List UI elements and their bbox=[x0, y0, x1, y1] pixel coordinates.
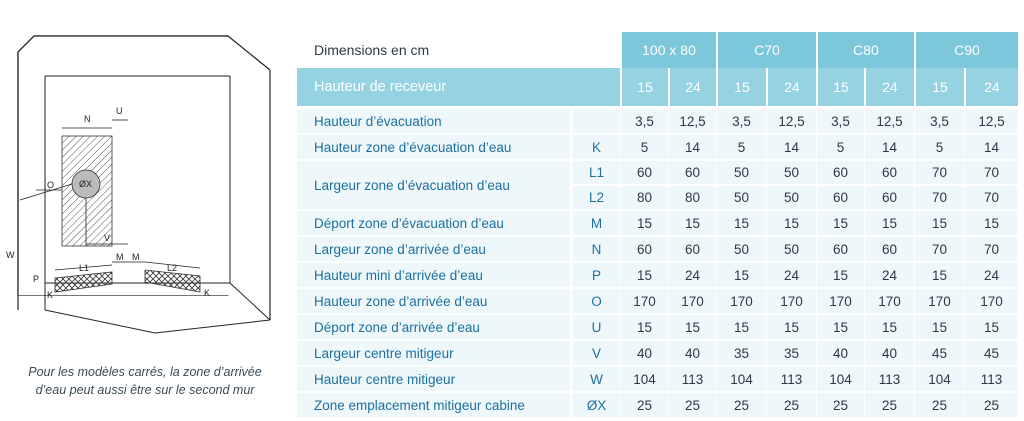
row-value: 15 bbox=[914, 315, 964, 341]
receiver-height-row bbox=[297, 68, 1018, 109]
row-value: 170 bbox=[864, 289, 914, 315]
row-value: 60 bbox=[864, 237, 914, 263]
row-value: 15 bbox=[716, 315, 766, 341]
table-row bbox=[297, 393, 1018, 419]
row-value: 25 bbox=[766, 393, 816, 419]
row-value: 70 bbox=[964, 186, 1018, 211]
row-value: 40 bbox=[864, 341, 914, 367]
table-row bbox=[297, 109, 1018, 135]
row-value: 104 bbox=[716, 367, 766, 393]
row-value: 60 bbox=[816, 237, 864, 263]
table-row bbox=[297, 367, 1018, 393]
row-value: 113 bbox=[964, 367, 1018, 393]
row-code: K bbox=[572, 135, 620, 161]
row-label: Déport zone d’arrivée d’eau bbox=[297, 315, 572, 341]
row-value: 60 bbox=[668, 161, 716, 186]
caption-line-2: d’eau peut aussi être sur le second mur bbox=[35, 383, 255, 397]
row-value: 50 bbox=[716, 161, 766, 186]
row-value: 3,5 bbox=[914, 109, 964, 135]
row-label: Hauteur d’évacuation bbox=[297, 109, 572, 135]
row-value: 45 bbox=[964, 341, 1018, 367]
receiver-height-label: Hauteur de receveur bbox=[297, 68, 620, 109]
diagram-caption bbox=[0, 363, 290, 399]
row-value: 5 bbox=[716, 135, 766, 161]
row-value: 104 bbox=[816, 367, 864, 393]
table-row bbox=[297, 237, 1018, 263]
row-value: 14 bbox=[766, 135, 816, 161]
label-m1: M bbox=[116, 252, 124, 262]
row-value: 5 bbox=[914, 135, 964, 161]
row-value: 113 bbox=[864, 367, 914, 393]
row-value: 45 bbox=[914, 341, 964, 367]
table-row bbox=[297, 211, 1018, 237]
table-header-row bbox=[297, 32, 1018, 68]
row-value: 60 bbox=[864, 161, 914, 186]
row-value: 25 bbox=[864, 393, 914, 419]
row-value: 24 bbox=[766, 263, 816, 289]
row-value: 70 bbox=[964, 237, 1018, 263]
row-value: 70 bbox=[964, 161, 1018, 186]
row-label: Hauteur zone d’arrivée d’eau bbox=[297, 289, 572, 315]
row-value: 25 bbox=[620, 393, 668, 419]
table-row bbox=[297, 315, 1018, 341]
row-value: 104 bbox=[914, 367, 964, 393]
row-value: 50 bbox=[716, 186, 766, 211]
table-row bbox=[297, 161, 1018, 186]
row-value: 70 bbox=[914, 237, 964, 263]
receiver-height-value: 24 bbox=[766, 68, 816, 109]
table-row bbox=[297, 289, 1018, 315]
row-code: L1 bbox=[572, 161, 620, 186]
row-value: 24 bbox=[964, 263, 1018, 289]
row-value: 5 bbox=[620, 135, 668, 161]
table-row bbox=[297, 341, 1018, 367]
label-u: U bbox=[116, 106, 123, 116]
row-value: 5 bbox=[816, 135, 864, 161]
row-value: 70 bbox=[914, 186, 964, 211]
row-value: 15 bbox=[620, 315, 668, 341]
row-label: Hauteur centre mitigeur bbox=[297, 367, 572, 393]
table-row bbox=[297, 135, 1018, 161]
row-value: 50 bbox=[766, 237, 816, 263]
label-k1: K bbox=[47, 290, 54, 300]
receiver-height-value: 15 bbox=[716, 68, 766, 109]
row-value: 25 bbox=[668, 393, 716, 419]
row-value: 3,5 bbox=[716, 109, 766, 135]
receiver-height-value: 15 bbox=[914, 68, 964, 109]
label-n: N bbox=[84, 114, 91, 124]
row-label: Hauteur mini d’arrivée d’eau bbox=[297, 263, 572, 289]
receiver-height-value: 24 bbox=[668, 68, 716, 109]
row-value: 15 bbox=[766, 315, 816, 341]
row-label: Zone emplacement mitigeur cabine bbox=[297, 393, 572, 419]
row-value: 40 bbox=[816, 341, 864, 367]
row-value: 170 bbox=[668, 289, 716, 315]
row-value: 50 bbox=[766, 161, 816, 186]
row-value: 15 bbox=[716, 263, 766, 289]
row-label: Largeur zone d’arrivée d’eau bbox=[297, 237, 572, 263]
row-value: 60 bbox=[864, 186, 914, 211]
row-value: 15 bbox=[668, 211, 716, 237]
table-title: Dimensions en cm bbox=[297, 32, 620, 68]
label-k2: K bbox=[204, 288, 211, 298]
row-value: 104 bbox=[620, 367, 668, 393]
row-value: 50 bbox=[716, 237, 766, 263]
label-w: W bbox=[6, 250, 15, 260]
receiver-height-value: 15 bbox=[816, 68, 864, 109]
row-value: 25 bbox=[816, 393, 864, 419]
row-value: 113 bbox=[668, 367, 716, 393]
label-v: V bbox=[104, 233, 111, 243]
row-value: 35 bbox=[766, 341, 816, 367]
row-value: 15 bbox=[864, 315, 914, 341]
installation-diagram bbox=[0, 0, 290, 350]
row-label: Largeur centre mitigeur bbox=[297, 341, 572, 367]
group-header: 100 x 80 bbox=[620, 32, 716, 68]
row-value: 15 bbox=[716, 211, 766, 237]
row-value: 14 bbox=[964, 135, 1018, 161]
row-value: 15 bbox=[620, 263, 668, 289]
group-header: C90 bbox=[914, 32, 1018, 68]
row-value: 3,5 bbox=[620, 109, 668, 135]
row-code: W bbox=[572, 367, 620, 393]
row-value: 24 bbox=[668, 263, 716, 289]
row-value: 80 bbox=[668, 186, 716, 211]
row-value: 25 bbox=[914, 393, 964, 419]
row-value: 60 bbox=[668, 237, 716, 263]
row-value: 24 bbox=[864, 263, 914, 289]
row-value: 40 bbox=[620, 341, 668, 367]
label-p: P bbox=[33, 274, 40, 284]
row-code: U bbox=[572, 315, 620, 341]
row-value: 14 bbox=[668, 135, 716, 161]
row-value: 60 bbox=[816, 186, 864, 211]
row-value: 15 bbox=[620, 211, 668, 237]
dimensions-table bbox=[297, 32, 1018, 419]
group-header: C80 bbox=[816, 32, 914, 68]
row-code: M bbox=[572, 211, 620, 237]
row-label: Largeur zone d’évacuation d’eau bbox=[297, 161, 572, 211]
row-value: 15 bbox=[668, 315, 716, 341]
row-value: 35 bbox=[716, 341, 766, 367]
row-value: 15 bbox=[864, 211, 914, 237]
row-value: 25 bbox=[964, 393, 1018, 419]
group-header: C70 bbox=[716, 32, 816, 68]
label-m2: M bbox=[132, 252, 140, 262]
row-value: 15 bbox=[816, 315, 864, 341]
row-value: 15 bbox=[964, 211, 1018, 237]
label-o: O bbox=[47, 180, 55, 190]
row-value: 3,5 bbox=[816, 109, 864, 135]
row-value: 60 bbox=[620, 161, 668, 186]
row-value: 12,5 bbox=[668, 109, 716, 135]
row-value: 170 bbox=[766, 289, 816, 315]
label-l2: L2 bbox=[167, 263, 178, 273]
caption-line-1: Pour les modèles carrés, la zone d’arrivée bbox=[28, 365, 262, 379]
receiver-height-value: 24 bbox=[864, 68, 914, 109]
row-value: 170 bbox=[716, 289, 766, 315]
row-value: 12,5 bbox=[964, 109, 1018, 135]
row-value: 170 bbox=[816, 289, 864, 315]
label-l1: L1 bbox=[79, 263, 90, 273]
row-value: 50 bbox=[766, 186, 816, 211]
receiver-height-value: 24 bbox=[964, 68, 1018, 109]
row-value: 80 bbox=[620, 186, 668, 211]
row-value: 25 bbox=[716, 393, 766, 419]
label-ox: ØX bbox=[79, 179, 93, 189]
row-value: 15 bbox=[816, 263, 864, 289]
row-value: 12,5 bbox=[864, 109, 914, 135]
row-code: N bbox=[572, 237, 620, 263]
row-value: 113 bbox=[766, 367, 816, 393]
row-label: Hauteur zone d’évacuation d’eau bbox=[297, 135, 572, 161]
row-value: 170 bbox=[964, 289, 1018, 315]
row-value: 170 bbox=[620, 289, 668, 315]
row-code: L2 bbox=[572, 186, 620, 211]
row-value: 15 bbox=[766, 211, 816, 237]
table-row bbox=[297, 263, 1018, 289]
row-value: 60 bbox=[620, 237, 668, 263]
row-value: 12,5 bbox=[766, 109, 816, 135]
row-value: 40 bbox=[668, 341, 716, 367]
row-label: Déport zone d’évacuation d’eau bbox=[297, 211, 572, 237]
row-code: P bbox=[572, 263, 620, 289]
row-code: ØX bbox=[572, 393, 620, 419]
row-code: O bbox=[572, 289, 620, 315]
row-value: 14 bbox=[864, 135, 914, 161]
row-value: 15 bbox=[964, 315, 1018, 341]
row-value: 70 bbox=[914, 161, 964, 186]
row-value: 60 bbox=[816, 161, 864, 186]
row-code bbox=[572, 109, 620, 135]
row-value: 170 bbox=[914, 289, 964, 315]
row-code: V bbox=[572, 341, 620, 367]
row-value: 15 bbox=[914, 211, 964, 237]
row-value: 15 bbox=[816, 211, 864, 237]
receiver-height-value: 15 bbox=[620, 68, 668, 109]
row-value: 15 bbox=[914, 263, 964, 289]
